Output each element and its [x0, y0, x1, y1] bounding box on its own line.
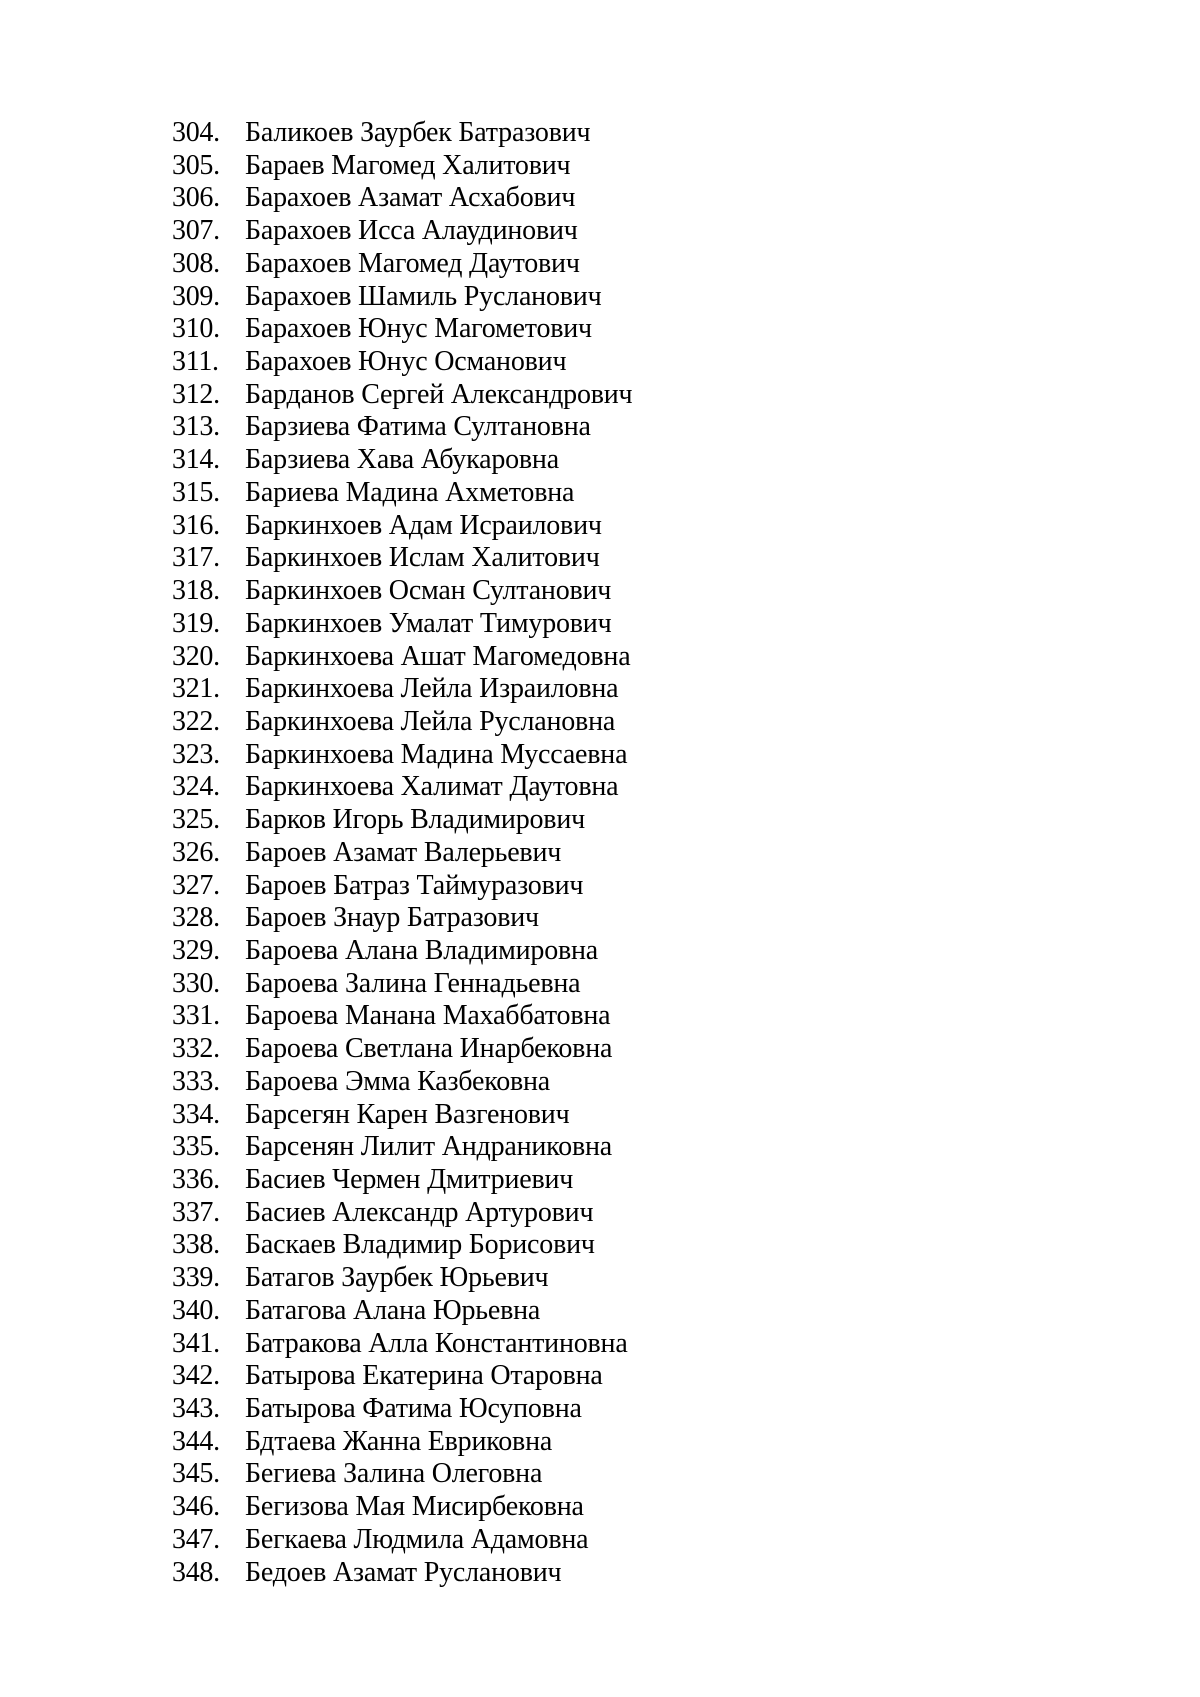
list-item-name: Батырова Екатерина Отаровна [245, 1360, 603, 1392]
list-item-number: 340. [172, 1294, 220, 1326]
list-item-number: 348. [172, 1556, 220, 1588]
list-item-name: Бегизова Мая Мисирбековна [245, 1491, 584, 1523]
list-item-name: Баркинхоев Ислам Халитович [245, 542, 600, 574]
list-item-name: Барданов Сергей Александрович [245, 378, 633, 410]
list-item-name: Баркинхоева Ашат Магомедовна [245, 640, 631, 672]
list-item-name: Барзиева Хава Абукаровна [245, 444, 559, 476]
list-item-name: Баскаев Владимир Борисович [245, 1229, 595, 1261]
list-item-number: 336. [172, 1164, 220, 1195]
list-item-number: 331. [172, 1000, 220, 1032]
list-item-number: 345. [172, 1458, 220, 1490]
list-item-name: Барахоев Магомед Даутович [245, 247, 580, 279]
list-item-number: 324. [172, 771, 220, 803]
list-item-name: Баркинхоева Лейла Израиловна [245, 673, 619, 705]
list-item-name: Батагова Алана Юрьевна [245, 1294, 541, 1326]
list-item-name: Бдтаева Жанна Евриковна [245, 1425, 553, 1457]
list-item-name: Батракова Алла Константиновна [245, 1327, 628, 1359]
list-item-number: 305. [172, 149, 220, 181]
list-item-number: 313. [172, 411, 220, 443]
list-item-name: Барсегян Карен Вазгенович [245, 1098, 570, 1130]
list-item-name: Барков Игорь Владимирович [245, 804, 585, 836]
list-item-number: 316. [172, 509, 220, 541]
list-item-number: 309. [172, 280, 220, 312]
list-item-name: Барахоев Азамат Асхабович [245, 182, 576, 214]
list-item-number: 314. [172, 444, 220, 476]
list-item-name: Бароева Манана Махаббатовна [245, 1000, 611, 1032]
list-item-number: 334. [172, 1098, 220, 1130]
list-item-number: 337. [172, 1196, 220, 1228]
list-item-name: Бегкаева Людмила Адамовна [245, 1523, 589, 1555]
list-item-number: 346. [172, 1491, 220, 1523]
list-item-name: Баркинхоева Мадина Муссаевна [245, 738, 628, 770]
list-item-name: Барахоев Шамиль Русланович [245, 280, 602, 312]
list-item-name: Бароева Светлана Инарбековна [245, 1033, 613, 1065]
list-item-name: Бароева Алана Владимировна [245, 934, 599, 966]
list-item-name: Бегиева Залина Олеговна [245, 1458, 543, 1490]
list-item-name: Барахоев Юнус Османович [245, 346, 567, 378]
list-item-number: 321. [172, 673, 220, 705]
list-item-name: Бедоев Азамат Русланович [245, 1556, 562, 1588]
list-item-name: Барсенян Лилит Андраниковна [245, 1131, 612, 1163]
list-item-name: Баркинхоев Осман Султанович [245, 575, 612, 607]
list-item-number: 327. [172, 869, 220, 901]
list-item-name: Баликоев Заурбек Батразович [245, 117, 591, 148]
list-item-number: 306. [172, 182, 220, 214]
list-item-number: 332. [172, 1033, 220, 1065]
list-item-number: 315. [172, 476, 220, 508]
list-item-number: 307. [172, 215, 220, 247]
list-item-number: 310. [172, 313, 220, 345]
list-item-number: 326. [172, 836, 220, 868]
list-item-number: 333. [172, 1065, 220, 1097]
list-item-number: 342. [172, 1360, 220, 1392]
list-item-number: 335. [172, 1131, 220, 1163]
list-item-number: 344. [172, 1425, 220, 1457]
list-item-name: Баркинхоева Лейла Руслановна [245, 705, 616, 737]
list-item-number: 318. [172, 575, 220, 607]
list-item-name: Баркинхоева Халимат Даутовна [245, 771, 619, 803]
list-item-name: Бароева Эмма Казбековна [245, 1065, 551, 1097]
list-item-number: 330. [172, 967, 220, 999]
list-item-number: 343. [172, 1393, 220, 1425]
list-item-number: 311. [172, 346, 219, 378]
list-item-name: Бариева Мадина Ахметовна [245, 476, 575, 508]
list-item-number: 308. [172, 247, 220, 279]
list-item-number: 319. [172, 607, 220, 639]
list-item-number: 322. [172, 705, 220, 737]
list-item-name: Бараев Магомед Халитович [245, 149, 571, 181]
list-item-number: 341. [172, 1327, 220, 1359]
list-item-number: 312. [172, 378, 220, 410]
list-item-name: Барахоев Юнус Магометович [245, 313, 592, 345]
list-item-number: 338. [172, 1229, 220, 1261]
list-item-name: Бароева Залина Геннадьевна [245, 967, 581, 999]
list-item-name: Басиев Чермен Дмитриевич [245, 1164, 574, 1195]
list-item-number: 317. [172, 542, 220, 574]
list-item-name: Баркинхоев Адам Исраилович [245, 509, 602, 541]
list-item-number: 304. [172, 117, 220, 148]
list-item-name: Батагов Заурбек Юрьевич [245, 1262, 549, 1294]
list-item-name: Бароев Знаур Батразович [245, 902, 539, 934]
list-item-number: 325. [172, 804, 220, 836]
list-item-number: 347. [172, 1523, 220, 1555]
list-item-name: Бароев Азамат Валерьевич [245, 836, 562, 868]
list-item-number: 323. [172, 738, 220, 770]
list-item-name: Бароев Батраз Таймуразович [245, 869, 584, 901]
list-item-name: Батырова Фатима Юсуповна [245, 1393, 582, 1425]
list-item-number: 329. [172, 934, 220, 966]
list-item-name: Барзиева Фатима Султановна [245, 411, 591, 443]
list-item-number: 339. [172, 1262, 220, 1294]
list-item-number: 320. [172, 640, 220, 672]
list-item-number: 328. [172, 902, 220, 934]
list-item-name: Басиев Александр Артурович [245, 1196, 594, 1228]
list-item-name: Барахоев Исса Алаудинович [245, 215, 578, 247]
list-item-name: Баркинхоев Умалат Тимурович [245, 607, 612, 639]
